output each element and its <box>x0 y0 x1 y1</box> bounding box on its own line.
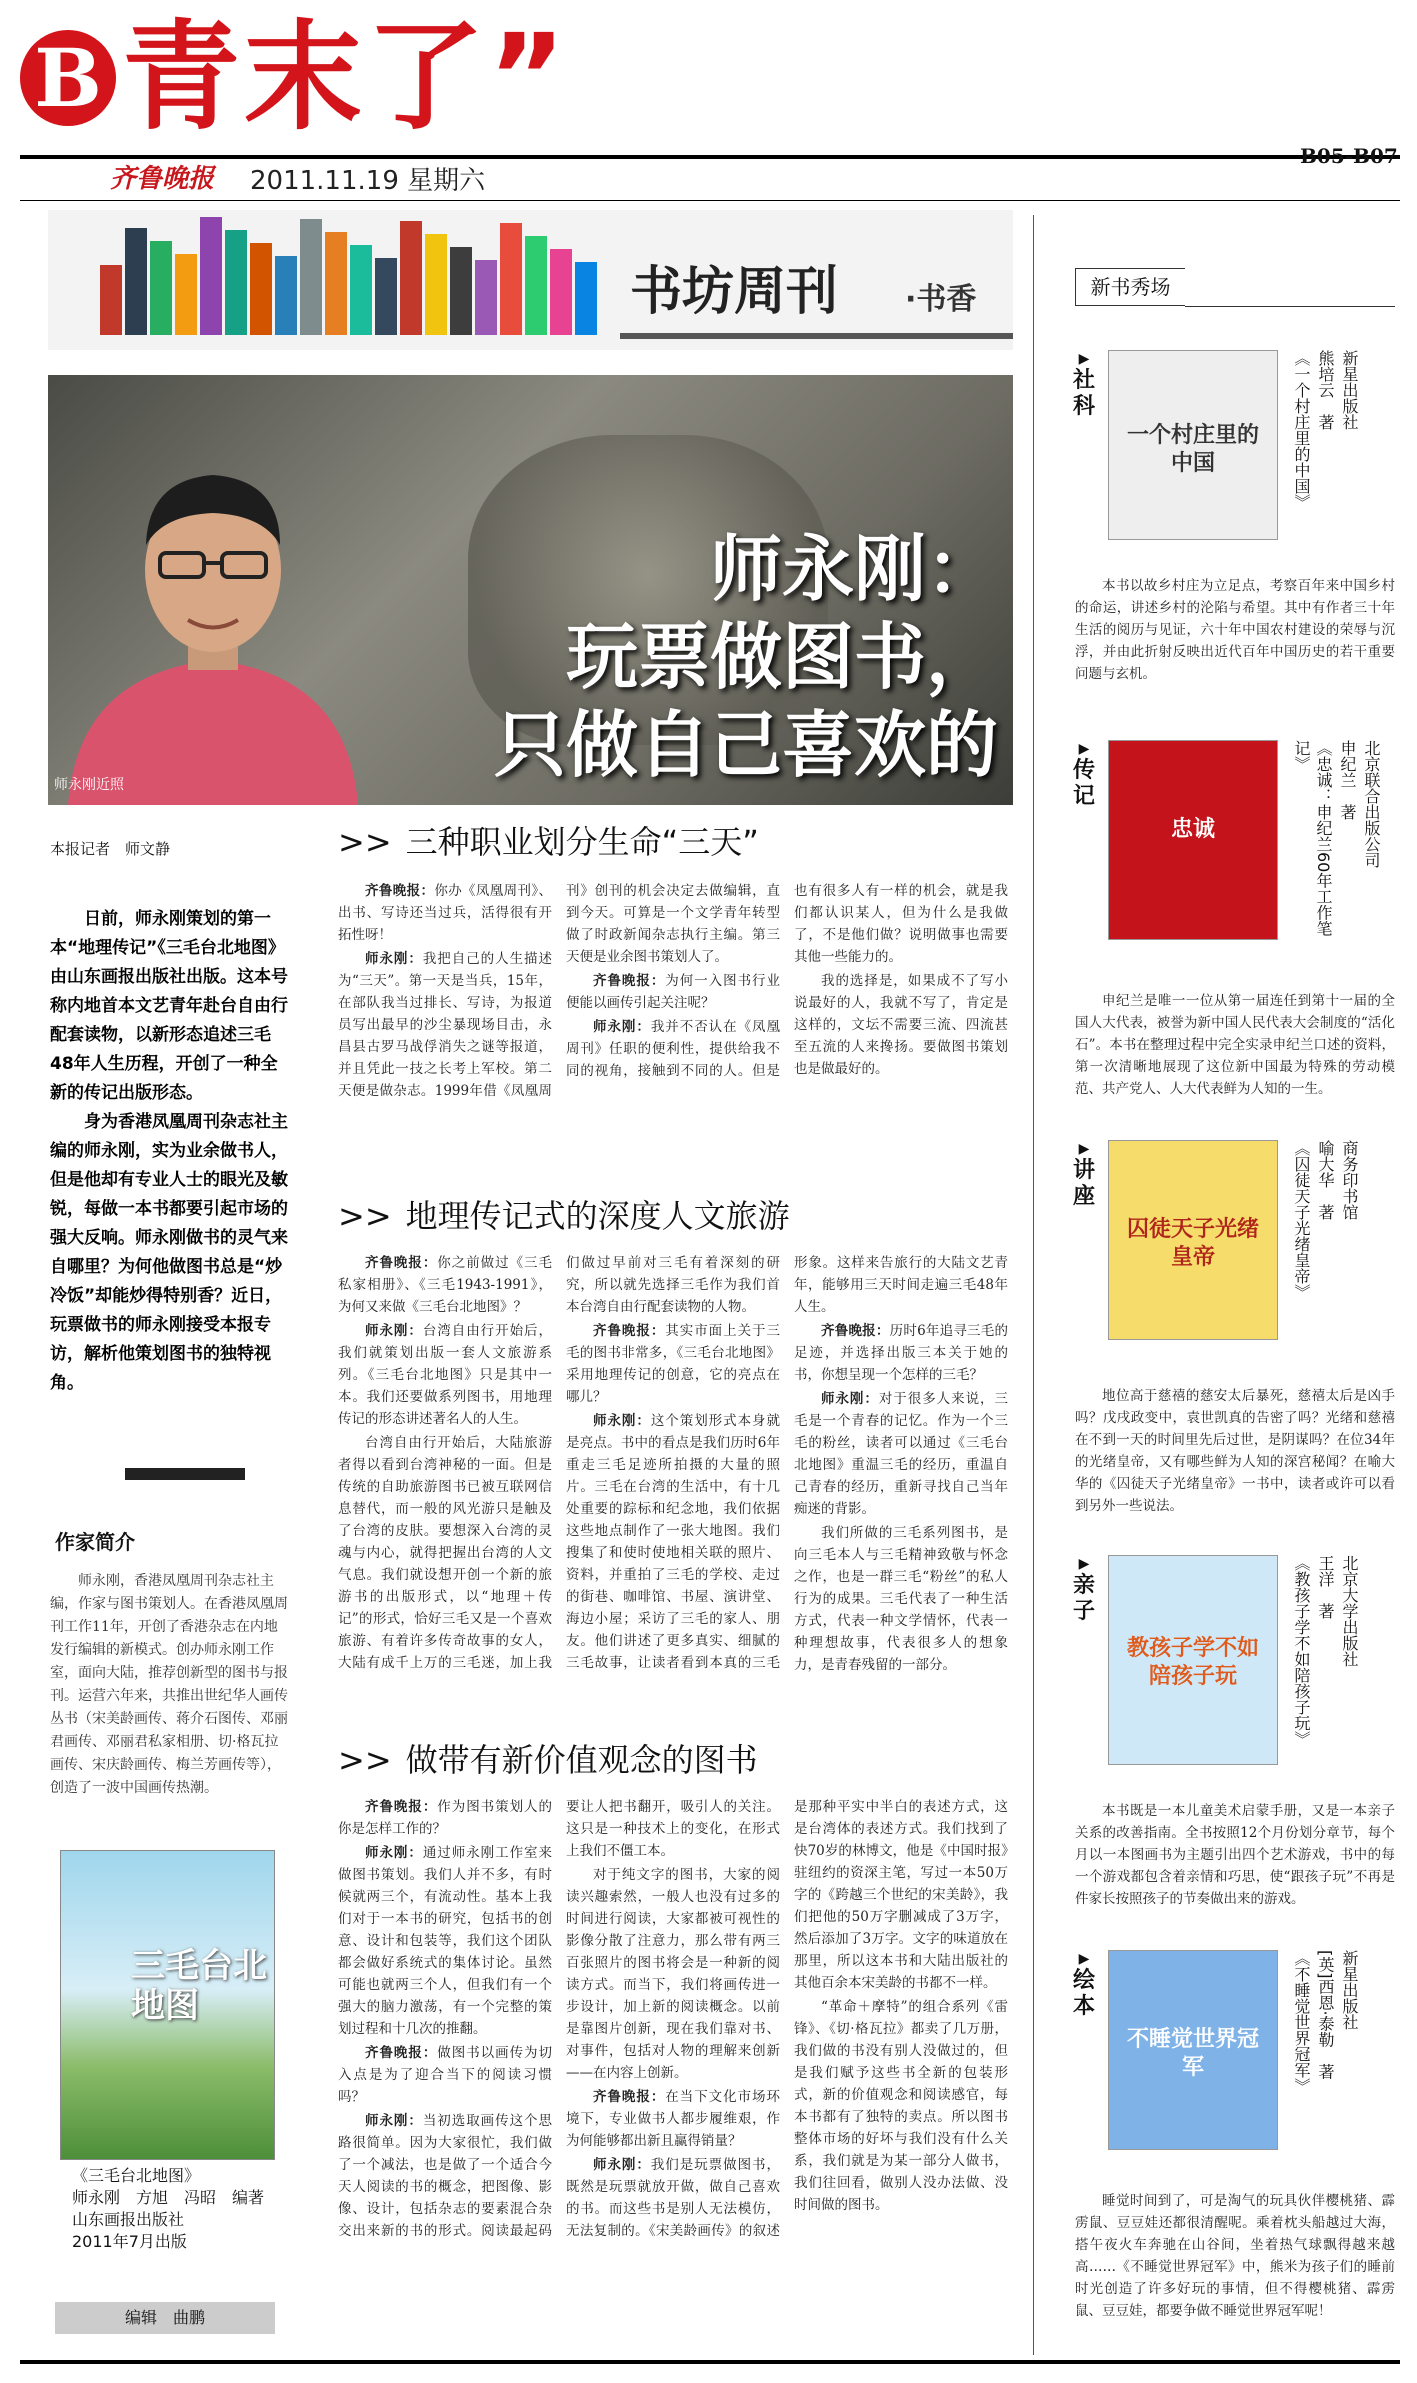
book-spine <box>250 243 272 335</box>
bookshelf-illustration <box>100 215 620 335</box>
issue-date: 2011.11.19 星期六 <box>250 166 486 196</box>
book-spine <box>100 265 122 335</box>
book-spine <box>175 254 197 335</box>
headline <box>438 525 998 789</box>
article-paragraph: 对于纯文字的图书，大家的阅读兴趣索然，一般人也没有过多的时间进行阅读，大家都被可视性的影像分散了注意力，那么带有两三百张照片的图书将会是一种新的阅读方式。而当下，我们将画传进一步设计，加上新的阅读概念。以前是靠图片创新，现在我们靠对书、对事件，包括对人物的理解来创新——在内容上创新。 <box>566 1867 780 2081</box>
book-cover-image <box>60 1850 275 2160</box>
book-info <box>72 2165 264 2253</box>
book-meta <box>1290 1950 1360 2150</box>
book-cover-image <box>1108 740 1278 940</box>
book-authors: 师永刚 方旭 冯昭 编著 <box>72 2188 265 2207</box>
book-spine <box>450 247 472 335</box>
book-spine <box>425 234 447 335</box>
book-spine <box>125 228 147 335</box>
section-title: 地理传记式的深度人文旅游 <box>405 1197 790 1235</box>
book-spine <box>525 236 547 335</box>
intro-text <box>50 905 290 1398</box>
book-meta-line: 商务印书馆 <box>1340 1140 1359 1220</box>
book-spine <box>500 223 522 335</box>
book-meta-line: [英]西恩·泰勒 著 <box>1316 1950 1335 2080</box>
cover-title: 教孩子学不如陪孩子玩 <box>1126 1636 1259 1690</box>
book-meta-line: 《忠诚：申纪兰60年工作笔记》 <box>1292 740 1333 937</box>
book-spine <box>400 221 422 335</box>
portrait-image <box>48 435 378 805</box>
book-date: 2011年7月出版 <box>72 2232 187 2251</box>
cover-title: 囚徒天子光绪皇帝 <box>1126 1217 1259 1271</box>
book-meta <box>1290 1555 1360 1765</box>
book-publisher: 山东画报出版社 <box>72 2210 185 2229</box>
banner-subtitle: ·书香 <box>905 282 977 317</box>
book-spine <box>200 217 222 335</box>
book-description: 地位高于慈禧的慈安太后暴死，慈禧太后是凶手吗？戊戌政变中，袁世凯真的告密了吗？光绪和慈禧在不到一天的时间里先后过世，是阴谋吗？在位34年的光绪皇帝，又有哪些鲜为人知的深宫秘闻？在喻大华的《囚徒天子光绪皇帝》一书中，读者或许可以看到另外一些说法。 <box>1075 1388 1395 1514</box>
book-description: 申纪兰是唯一一位从第一届连任到第十一届的全国人大代表，被誉为新中国人民代表大会制度的“活化石”。本书在整理过程中完全实录申纪兰口述的资料，第一次清晰地展现了这位新中国最为特殊的劳动模范、共产党人、人大代表鲜为人知的一生。 <box>1075 993 1395 1097</box>
intro-paragraph: 身为香港凤凰周刊杂志社主编的师永刚，实为业余做书人，但是他却有专业人士的眼光及敏锐，每做一本书都要引起市场的强大反响。师永刚做书的灵气来自哪里？为何他做图书总是“炒冷饭”却能炒得特别香？近日，玩票做书的师永刚接受本报专访，解析他策划图书的独特视角。 <box>50 1112 288 1393</box>
book-cover-image <box>1108 1140 1278 1340</box>
book-meta-line: 新星出版社 <box>1340 350 1359 430</box>
section-marker: >> <box>338 1197 392 1235</box>
section-heading <box>338 1196 804 1236</box>
book-meta-line: 申纪兰 著 <box>1338 740 1357 820</box>
book-title: 《三毛台北地图》 <box>72 2166 201 2185</box>
book-meta-line: 熊培云 著 <box>1316 350 1335 430</box>
book-spine <box>150 241 172 335</box>
book-meta-line: 《囚徒天子光绪皇帝》 <box>1292 1140 1311 1300</box>
book-meta-line: 《不睡觉世界冠军》 <box>1292 1950 1311 2094</box>
book-spine <box>550 249 572 335</box>
book-spine <box>300 219 322 335</box>
book-meta <box>1290 740 1382 940</box>
intro-paragraph: 日前，师永刚策划的第一本“地理传记”《三毛台北地图》由山东画报出版社出版。这本号称内地首本文艺青年赴台自由行配套读物，以新形态追述三毛48年人生历程，开创了一种全新的传记出版形态。 <box>50 909 288 1103</box>
book-description: 本书以故乡村庄为立足点，考察百年来中国乡村的命运，讲述乡村的沦陷与希望。其中有作者三十年生活的阅历与见证，六十年中国农村建设的荣辱与沉浮，并由此折射反映出近代百年中国历史的若干重要问题与玄机。 <box>1075 578 1395 682</box>
article-paragraph: 齐鲁晚报：你之前做过《三毛私家相册》、《三毛1943-1991》，为何又来做《三毛台北地图》？ <box>338 1255 553 1315</box>
section-marker: >> <box>338 823 392 861</box>
page-numbers: B05-B07 <box>1300 144 1398 168</box>
article-paragraph: 齐鲁晚报：你办《凤凰周刊》、出书、写诗还当过兵，活得很有开拓性呀！ <box>338 883 553 943</box>
book-category: ▶ 传记 <box>1070 740 1098 810</box>
section-heading <box>338 1740 772 1780</box>
book-cover-image <box>1108 1555 1278 1765</box>
book-meta-line: 王洋 著 <box>1316 1555 1335 1619</box>
book-spine <box>275 256 297 335</box>
headline-line: 玩票做图书， <box>565 615 998 699</box>
editor-credit: 编辑 曲鹏 <box>55 2302 275 2334</box>
banner-title: 书坊周刊 <box>630 262 839 322</box>
book-category: ▶ 亲子 <box>1070 1555 1098 1625</box>
byline: 本报记者 师文静 <box>50 840 171 858</box>
hero-photo <box>48 375 1013 805</box>
book-spine <box>325 232 347 335</box>
book-meta-line: 喻大华 著 <box>1316 1140 1335 1220</box>
cover-title: 忠诚 <box>1170 817 1215 843</box>
book-category: ▶ 讲座 <box>1070 1140 1098 1210</box>
article-paragraph: 师永刚：通过师永刚工作室来做图书策划。我们人并不多，有时候就两三个，有流动性。基本上我们对于一本书的研究，包括书的创意、设计和包装等，我们这个团队都会做好系统式的集体讨论。虽然可能也就两三个人，但我们有一个强大的脑力激荡，有一个完整的策划过程和十几次的推翻。 <box>338 1845 553 2037</box>
new-books-header: 新书秀场 <box>1075 268 1185 306</box>
article-paragraph: 齐鲁晚报：作为图书策划人的你是怎样工作的？ <box>338 1799 553 1837</box>
article-paragraph: “革命＋摩特”的组合系列《雷锋》、《切·格瓦拉》都卖了几万册，我们做的书没有别人没做过的，但是我们赋予这些书全新的包装形式，新的价值观念和阅读感官，每本书都有了独特的卖点。所以图书整体市场的好坏与我们没有什么关系，我们就是为某一部分人做书，我们往回看，做别人没办法做、没时间做的图书。 <box>794 1999 1008 2213</box>
divider <box>125 1468 245 1480</box>
book-category: ▶ 社科 <box>1070 350 1098 420</box>
article-paragraph: 师永刚：当初选取画传这个思路很简单。因为大家很忙，我们做了一个减法，也是做了一个适合今天人阅读的书的概念，把图像、影像、设计，包括杂志的要素混合杂交出来新的书的形式。阅读最起码要让人把书翻开，吸引人的关注。这只是一种技术上的变化，在形式上我们不僵工本。 <box>338 1799 780 2239</box>
article-paragraph: 齐鲁晚报：其实市面上关于三毛的图书非常多，《三毛台北地图》采用地理传记的创意，它的亮点在哪儿？ <box>566 1323 781 1405</box>
cover-title: 不睡觉世界冠军 <box>1126 2027 1259 2081</box>
section-title: 三种职业划分生命“三天” <box>405 823 759 861</box>
article-paragraph: 齐鲁晚报：历时6年追寻三毛的足迹，并选择出版三本关于她的书，你想呈现一个怎样的三毛？ <box>794 1323 1009 1383</box>
divider <box>20 155 1400 159</box>
newspaper-logo: 齐鲁晚报 <box>110 164 215 194</box>
headline-line: 师永刚： <box>709 527 998 611</box>
book-spine <box>475 260 497 335</box>
book-category: ▶ 绘本 <box>1070 1950 1098 2020</box>
divider <box>20 200 1400 201</box>
section-title: 做带有新价值观念的图书 <box>405 1741 758 1779</box>
book-meta <box>1290 350 1360 540</box>
book-description: 本书既是一本儿童美术启蒙手册，又是一本亲子关系的改善指南。全书按照12个月份划分章节，每个月以一本图画书为主题引出四个艺术游戏，书中的每一个游戏都包含着亲情和巧思，使“跟孩子玩”不再是件家长按照孩子的节奏做出来的游戏。 <box>1075 1803 1395 1907</box>
book-spine <box>225 230 247 335</box>
cover-title: 三毛台北地图 <box>131 1946 267 2026</box>
article-section-3 <box>338 1796 1008 2341</box>
book-meta-line: 北京联合出版公司 <box>1362 740 1381 868</box>
article-paragraph: 师永刚：我并不否认在《凤凰周刊》任职的便利性，提供给我不同的视角，接触到不同的人。但是也有很多人有一样的机会，就是我们都认识某人，但为什么是我做了，不是他们做？说明做事也需要其他一些能力的。 <box>566 883 1008 1079</box>
book-spine <box>375 258 397 335</box>
book-meta <box>1290 1140 1360 1340</box>
article-paragraph: 齐鲁晚报：为何一入图书行业便能以画传引起关注呢？ <box>566 973 781 1011</box>
article-paragraph: 齐鲁晚报：在当下文化市场环境下，专业做书人都步履维艰，作为何能够都出新且赢得销量？ <box>566 2089 781 2149</box>
book-cover-image <box>1108 1950 1278 2150</box>
article-paragraph: 师永刚：这个策划形式本身就是亮点。书中的看点是我们历时6年重走三毛足迹所拍摄的大量的照片。三毛在台湾的生活中，有十几处重要的踪标和纪念地，我们依据这些地点制作了一张大地图。我们搜集了和使时使地相关联的照片、资料，并重拍了三毛的学校、走过的街巷、咖啡馆、书屋、演讲堂、海边小屋；采访了三毛的家人、朋友。他们讲述了更多真实、细腻的三毛故事，让读者看到本真的三毛形象。这样来告旅行的大陆文艺青年，能够用三天时间走遍三毛48年人生。 <box>566 1255 1008 1671</box>
article-section-1 <box>338 880 1008 1180</box>
divider <box>20 2360 1400 2364</box>
article-section-2 <box>338 1252 1008 1722</box>
article-paragraph: 台湾自由行开始后，大陆旅游者得以看到台湾神秘的一面。但是传统的自助旅游图书已被互联网信息替代，而一般的风光游只是触及了台湾的皮肤。要想深入台湾的灵魂与内心，就得把握出台湾的人文气息。我们就设想开创一个新的旅游书的出版形式，以“地理＋传记”的形式，恰好三毛又是一个喜欢旅游、有着许多传奇故事的女人，大陆有成千上万的三毛迷，加上我们做过早前对三毛有着深刻的研究，所以就先选择三毛作为我们首本台湾自由行配套读物的人物。 <box>338 1255 780 1671</box>
article-paragraph: 师永刚：我们是玩票做图书，既然是玩票就放开做，做自己喜欢的书。而这些书是别人无法模仿，无法复制的。《宋美龄画传》的叙述是那种平实中半白的表述方式，这是台湾体的表述方式。我们找到了快70岁的林博文，他是《中国时报》驻纽约的资深主笔，写过一本50万字的《跨越三个世纪的宋美龄》，我们把他的50万字删减成了3万字，然后添加了3万字。文字的味道放在那里，所以这本书和大陆出版社的其他百余本宋美龄的书都不一样。 <box>566 1799 1008 2239</box>
photo-caption: 师永刚近照 <box>54 777 124 793</box>
book-meta-line: 新星出版社 <box>1340 1950 1359 2030</box>
book-spine <box>575 262 597 335</box>
book-meta-line: 《教孩子学不如陪孩子玩》 <box>1292 1555 1311 1747</box>
section-heading <box>338 822 773 862</box>
bio-text: 师永刚，香港凤凰周刊杂志社主编，作家与图书策划人。在香港凤凰周刊工作11年，开创了香港杂志在内地发行编辑的新模式。创办师永刚工作室，面向大陆，推荐创新型的图书与报刊。运营六年来，共推出世纪华人画传丛书（宋美龄画传、蒋介石图传、邓丽君画传、邓丽君私家相册、切·格瓦拉画传、宋庆龄画传、梅兰芳画传等），创造了一波中国画传热潮。 <box>50 1573 288 1796</box>
divider <box>620 333 1013 339</box>
section-title: 青末了” <box>122 8 570 146</box>
headline-line: 只做自己喜欢的 <box>493 703 998 787</box>
column-divider <box>1033 215 1034 2355</box>
book-meta-line: 北京大学出版社 <box>1340 1555 1359 1667</box>
book-description: 睡觉时间到了，可是淘气的玩具伙伴樱桃猪、霹雳鼠、豆豆娃还都很清醒呢。乘着枕头船越过大海，搭午夜火车奔驰在山谷间，坐着热气球飘得越来越高……《不睡觉世界冠军》中，熊米为孩子们的睡前时光创造了许多好玩的事情，但不得樱桃猪、霹雳鼠、豆豆娃，都要争做不睡觉世界冠军呢！ <box>1075 2193 1395 2319</box>
article-paragraph: 师永刚：台湾自由行开始后，我们就策划出版一套人文旅游系列。《三毛台北地图》只是其中一本。我们还要做系列图书，用地理传记的形态讲述著名人的人生。 <box>338 1323 553 1427</box>
divider <box>1185 306 1395 307</box>
section-badge: B <box>20 30 116 126</box>
article-paragraph: 我的选择是，如果成不了写小说最好的人，我就不写了，肯定是这样的，文坛不需要三流、四流甚至五流的人来搀扬。要做图书策划也是做最好的。 <box>794 973 1008 1077</box>
book-cover-image <box>1108 350 1278 540</box>
article-paragraph: 齐鲁晚报：做图书以画传为切入点是为了迎合当下的阅读习惯吗？ <box>338 2045 553 2105</box>
article-paragraph: 师永刚：对于很多人来说，三毛是一个青春的记忆。作为一个三毛的粉丝，读者可以通过《三毛台北地图》重温三毛的经历，重温自己青春的经历，重新寻找自己当年痴迷的背影。 <box>794 1391 1009 1517</box>
cover-title: 一个村庄里的中国 <box>1126 423 1259 477</box>
book-spine <box>350 245 372 335</box>
article-paragraph: 师永刚：我把自己的人生描述为“三天”。第一天是当兵，15年，在部队我当过排长、写诗，为报道员写出最早的沙尘暴现场目击，永昌县古罗马战俘消失之谜等报道，并且凭此一技之长考上军校。第二天便是做杂志。1999年借《凤凰周刊》创刊的机会决定去做编辑，直到今天。可算是一个文学青年转型做了时政新闻杂志执行主编。第三天便是业余图书策划人了。 <box>338 883 780 1099</box>
section-marker: >> <box>338 1741 392 1779</box>
book-meta-line: 《一个村庄里的中国》 <box>1292 350 1311 510</box>
article-paragraph: 我们所做的三毛系列图书，是向三毛本人与三毛精神致敬与怀念之作，也是一群三毛“粉丝”的私人行为的成果。三毛代表了一种生活方式，代表一种文学情怀，代表一种理想故事，代表很多人的想象力，是青春残留的一部分。 <box>794 1525 1008 1673</box>
bio-heading: 作家简介 <box>55 1530 135 1554</box>
